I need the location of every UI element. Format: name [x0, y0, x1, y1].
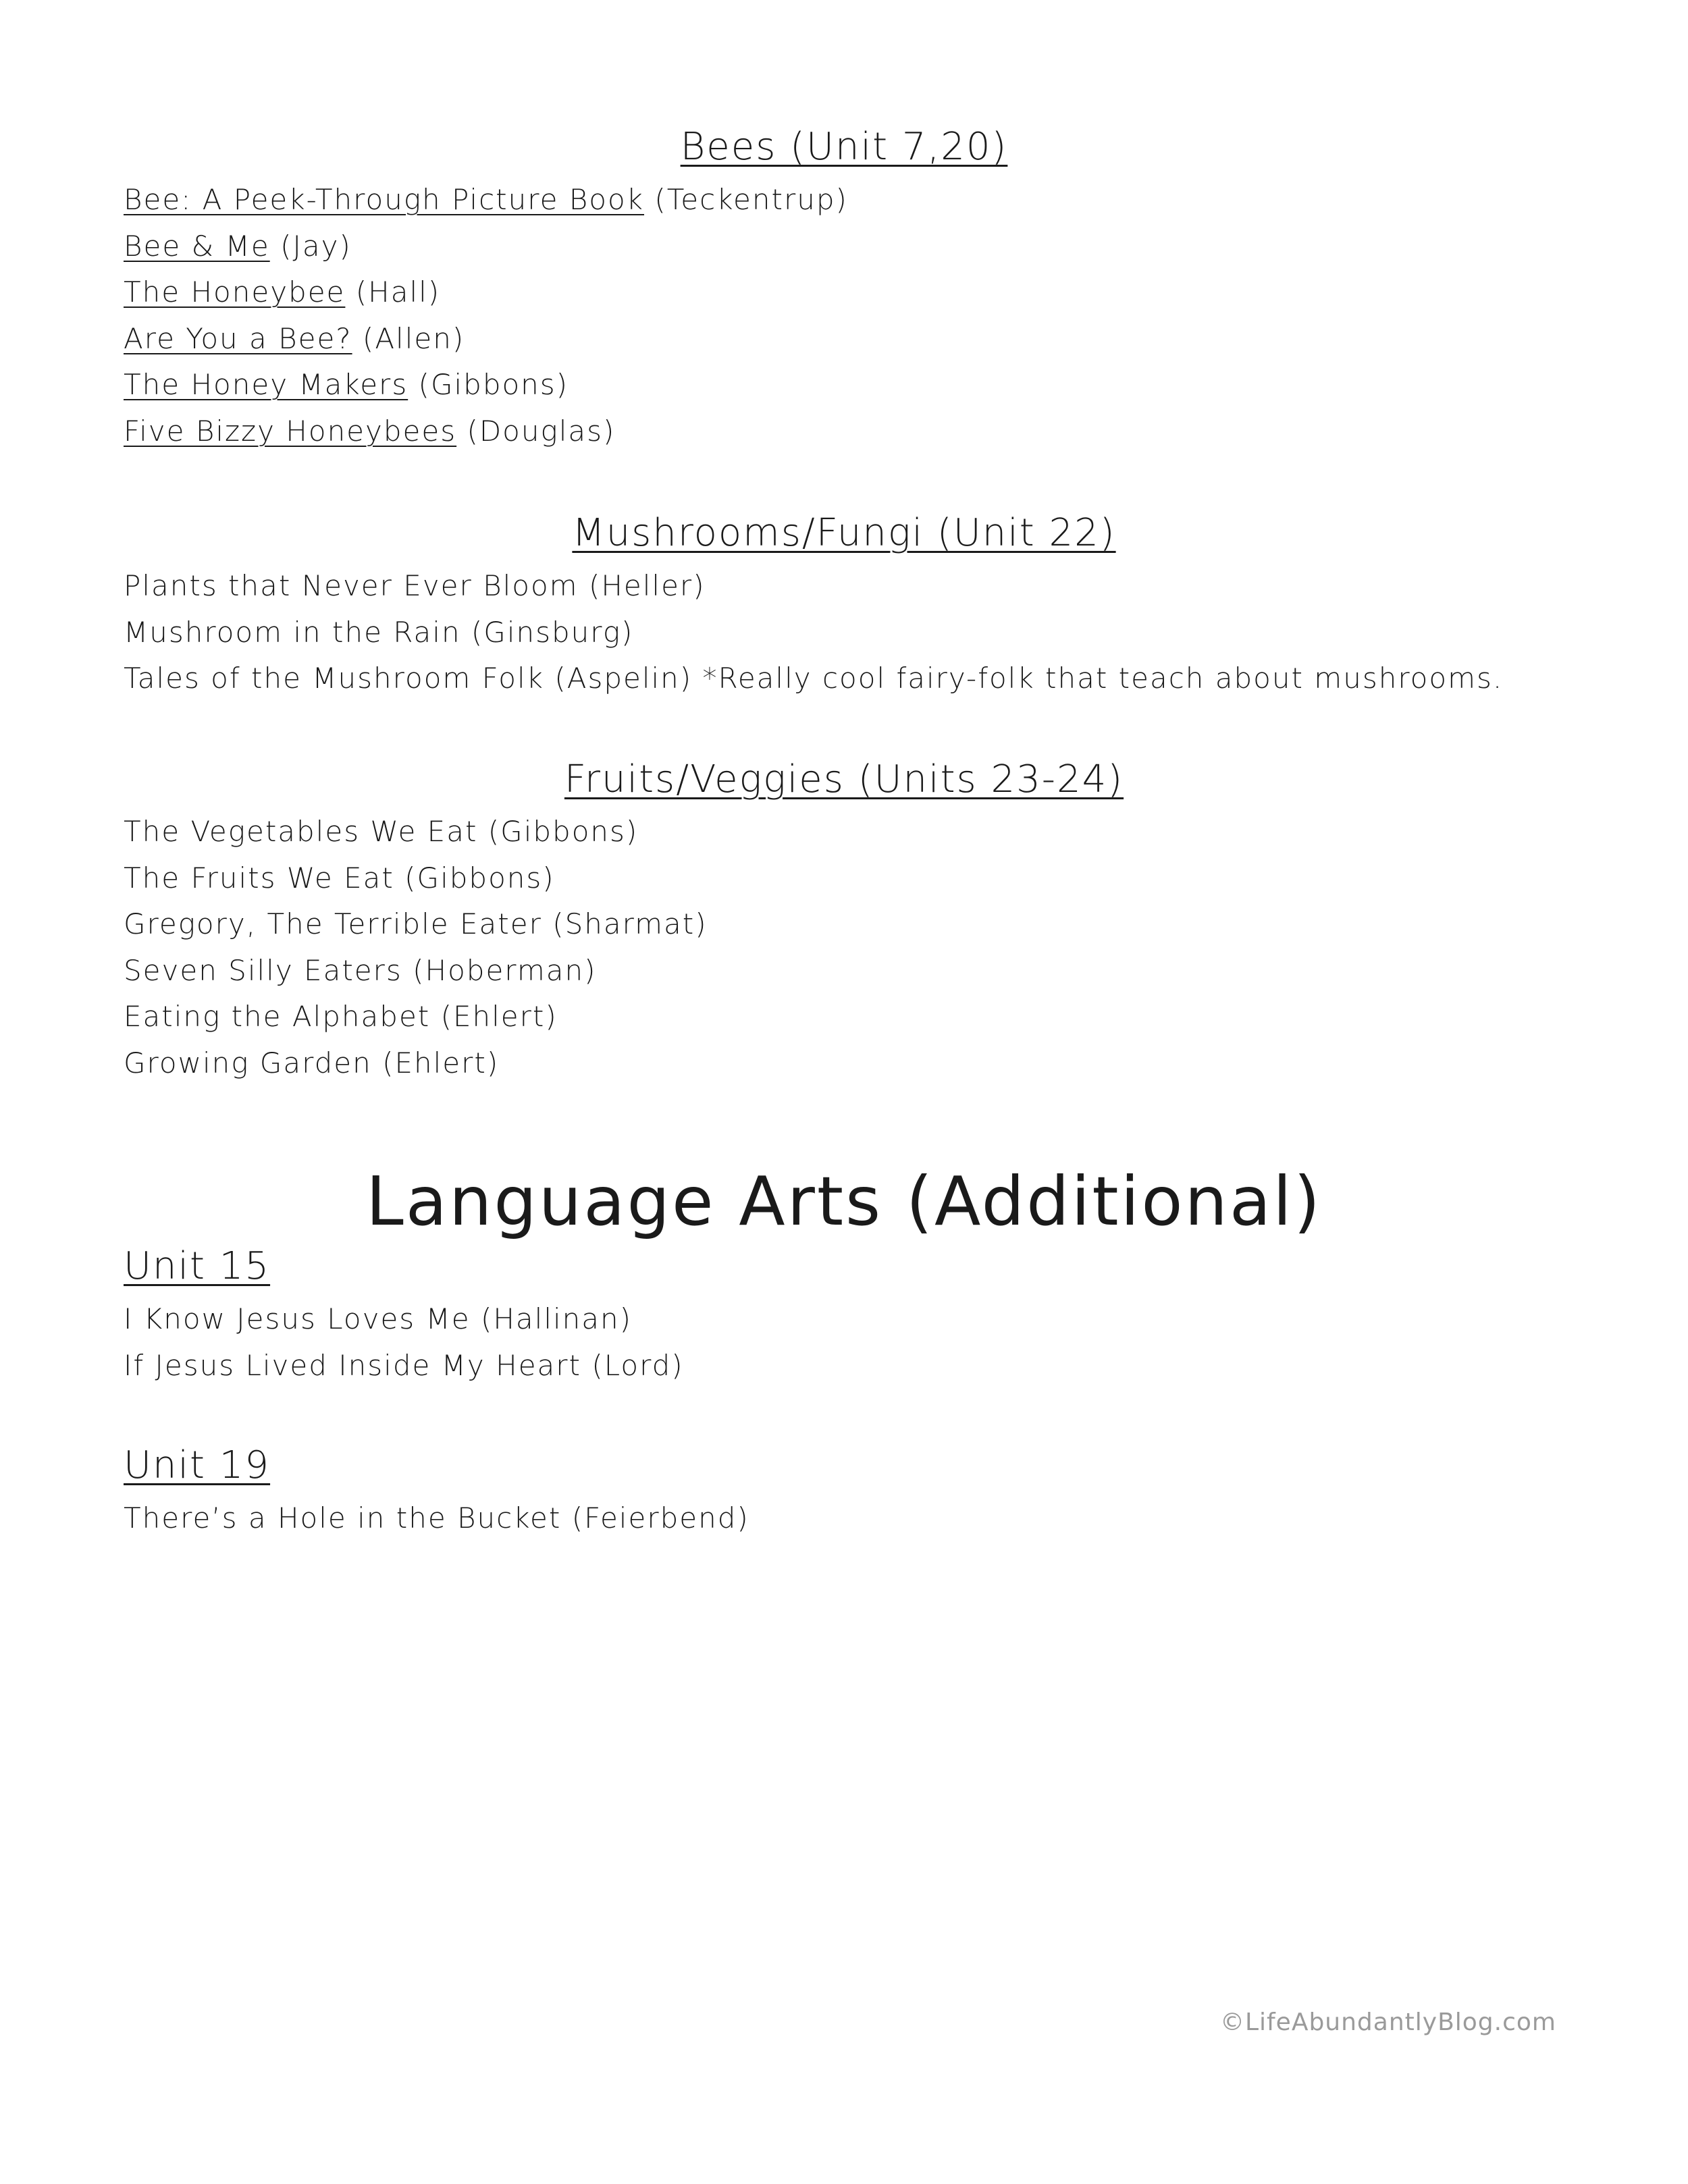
- book-list-mushrooms: [124, 563, 1503, 702]
- unit-heading-19: [124, 1443, 271, 1487]
- section-heading-mushrooms-text: Mushrooms/Fungi (Unit 22): [572, 511, 1116, 555]
- list-item: [124, 269, 848, 316]
- book-list-unit-15: [124, 1296, 684, 1389]
- unit-heading-19-text: Unit 19: [124, 1443, 271, 1487]
- list-item: If Jesus Lived Inside My Heart (Lord): [124, 1348, 684, 1382]
- list-item: I Know Jesus Loves Me (Hallinan): [124, 1302, 633, 1335]
- section-heading-fruits: [0, 757, 1688, 801]
- list-item: [124, 408, 848, 455]
- list-item: Mushroom in the Rain (Ginsburg): [124, 615, 634, 649]
- unit-heading-15: [124, 1244, 271, 1288]
- section-heading-bees-text: Bees (Unit 7,20): [680, 125, 1008, 169]
- book-author: (Teckentrup): [644, 183, 848, 216]
- list-item: The Vegetables We Eat (Gibbons): [124, 815, 639, 848]
- list-item: Gregory, The Terrible Eater (Sharmat): [124, 907, 708, 940]
- list-item: Plants that Never Ever Bloom (Heller): [124, 569, 706, 602]
- book-title: Bee: A Peek-Through Picture Book: [124, 183, 645, 216]
- list-item: Seven Silly Eaters (Hoberman): [124, 953, 597, 987]
- list-item: Growing Garden (Ehlert): [124, 1046, 500, 1080]
- list-item: There’s a Hole in the Bucket (Feierbend): [124, 1501, 749, 1535]
- list-item: Tales of the Mushroom Folk (Aspelin) *Really cool fairy-folk that teach about mushrooms.: [124, 662, 1504, 695]
- page-title-language-arts: Language Arts (Additional): [366, 1162, 1322, 1241]
- list-item: Eating the Alphabet (Ehlert): [124, 1000, 558, 1033]
- section-heading-mushrooms: [0, 511, 1688, 555]
- book-title: The Honeybee: [124, 275, 346, 309]
- book-title: Bee & Me: [124, 229, 270, 263]
- book-title: Five Bizzy Honeybees: [124, 414, 457, 448]
- list-item: The Fruits We Eat (Gibbons): [124, 861, 555, 895]
- list-item: [124, 177, 848, 223]
- book-author: (Jay): [269, 229, 352, 263]
- list-item: [124, 223, 848, 270]
- book-list-unit-19: [124, 1495, 749, 1542]
- copyright-footer: ©LifeAbundantlyBlog.com: [1219, 2008, 1556, 2036]
- book-title: The Honey Makers: [124, 368, 408, 401]
- book-list-bees: [124, 177, 848, 454]
- book-author: (Allen): [352, 321, 465, 355]
- list-item: [124, 362, 848, 408]
- book-list-fruits: [124, 809, 708, 1086]
- unit-heading-15-text: Unit 15: [124, 1244, 271, 1288]
- book-author: (Hall): [345, 275, 441, 309]
- book-author: (Gibbons): [408, 368, 569, 401]
- book-title: Are You a Bee?: [124, 321, 352, 355]
- section-heading-bees: [0, 125, 1688, 169]
- list-item: [124, 316, 848, 363]
- book-author: (Douglas): [456, 414, 616, 448]
- section-heading-fruits-text: Fruits/Veggies (Units 23-24): [564, 757, 1124, 801]
